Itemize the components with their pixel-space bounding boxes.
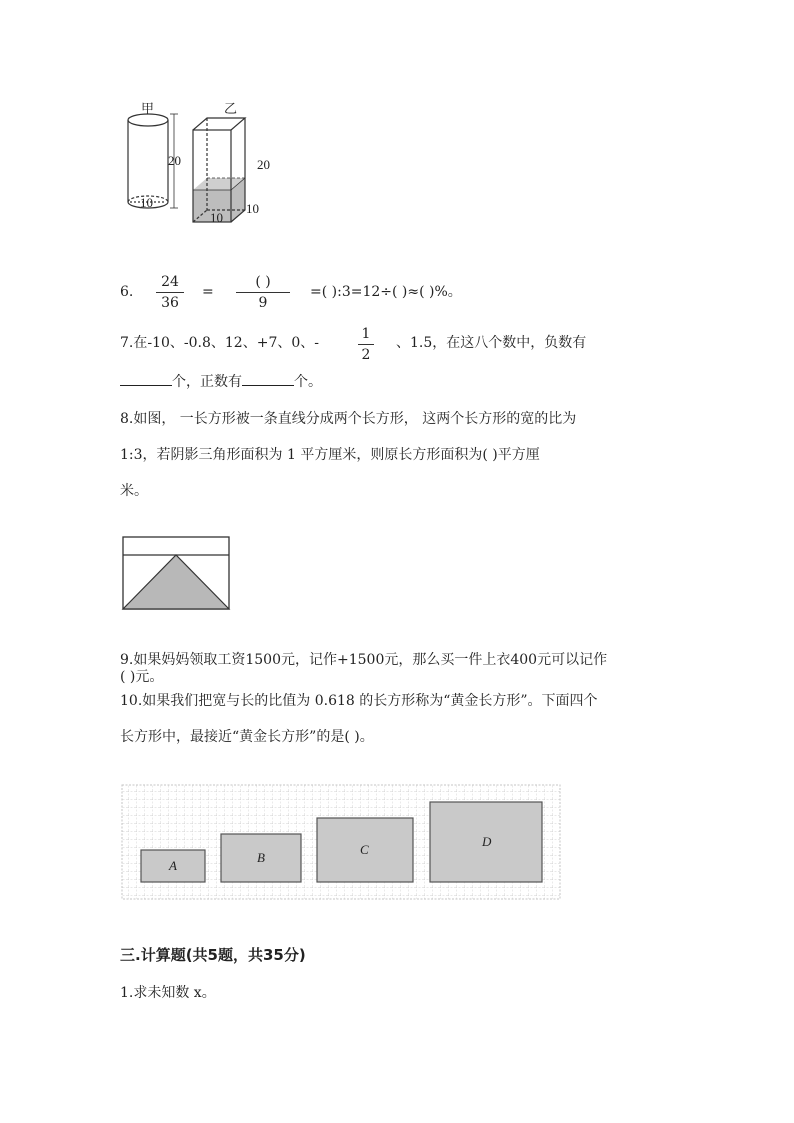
q6-frac1-denominator: 36 xyxy=(161,295,179,311)
q7-line2 xyxy=(120,373,322,391)
q6-number: 6. xyxy=(120,284,134,300)
section3-q1: 1.求未知数 x。 xyxy=(120,985,216,1001)
q10-line2: 长方形中，最接近“黄金长方形”的是( )。 xyxy=(120,729,374,745)
q7-frac-denominator: 2 xyxy=(361,347,371,363)
q9-line2: ( )元。 xyxy=(120,669,164,685)
q6-fraction-1 xyxy=(156,274,184,311)
q7-frac-numerator: 1 xyxy=(361,326,371,342)
q7-line1-end: 、1.5，在这八个数中，负数有 xyxy=(396,335,587,351)
rect-label-c: C xyxy=(360,842,369,857)
label-yi: 乙 xyxy=(224,101,238,116)
q6-frac2-denominator: 9 xyxy=(258,295,268,311)
yi-width-label: 10 xyxy=(210,210,223,225)
box-yi xyxy=(193,118,245,222)
yi-depth-label: 10 xyxy=(246,201,259,216)
jia-height-label: 20 xyxy=(168,153,181,168)
q10-grid-figure xyxy=(120,783,562,901)
q7-fraction xyxy=(358,326,374,363)
label-jia: 甲 xyxy=(141,101,155,116)
section3-heading: 三.计算题(共5题，共35分) xyxy=(120,946,306,964)
q6-equals: = xyxy=(202,284,214,300)
yi-height-label: 20 xyxy=(257,157,270,172)
q6-rest: =( ):3=12÷( )≈( )%。 xyxy=(310,284,462,300)
jia-diameter-label: 10 xyxy=(140,195,153,210)
q8-line3: 米。 xyxy=(120,483,148,499)
q7-line1-start: 7.在-10、-0.8、12、+7、0、- xyxy=(120,335,319,351)
q9-line1: 9.如果妈妈领取工资1500元，记作+1500元，那么买一件上衣400元可以记作 xyxy=(120,652,608,668)
shaded-triangle xyxy=(123,555,229,609)
q7-line2-b: 个。 xyxy=(294,374,322,390)
q6-frac2-numerator: ( ) xyxy=(255,274,271,290)
q10-line1: 10.如果我们把宽与长的比值为 0.618 的长方形称为“黄金长方形”。下面四个 xyxy=(120,693,598,709)
q8-rectangle-figure xyxy=(120,534,234,612)
q8-line2: 1:3，若阴影三角形面积为 1 平方厘米，则原长方形面积为( )平方厘 xyxy=(120,447,540,463)
rect-label-b: B xyxy=(257,850,265,865)
rect-label-a: A xyxy=(169,858,177,873)
q7-blank-positive[interactable] xyxy=(242,373,294,386)
q8-line1: 8.如图， 一长方形被一条直线分成两个长方形， 这两个长方形的宽的比为 xyxy=(120,411,577,427)
q6-fraction-2 xyxy=(236,274,290,311)
q6-frac1-numerator: 24 xyxy=(161,274,179,290)
q7-blank-negative[interactable] xyxy=(120,373,172,386)
q7-line2-a: 个，正数有 xyxy=(172,374,242,390)
rect-label-d: D xyxy=(482,834,492,849)
